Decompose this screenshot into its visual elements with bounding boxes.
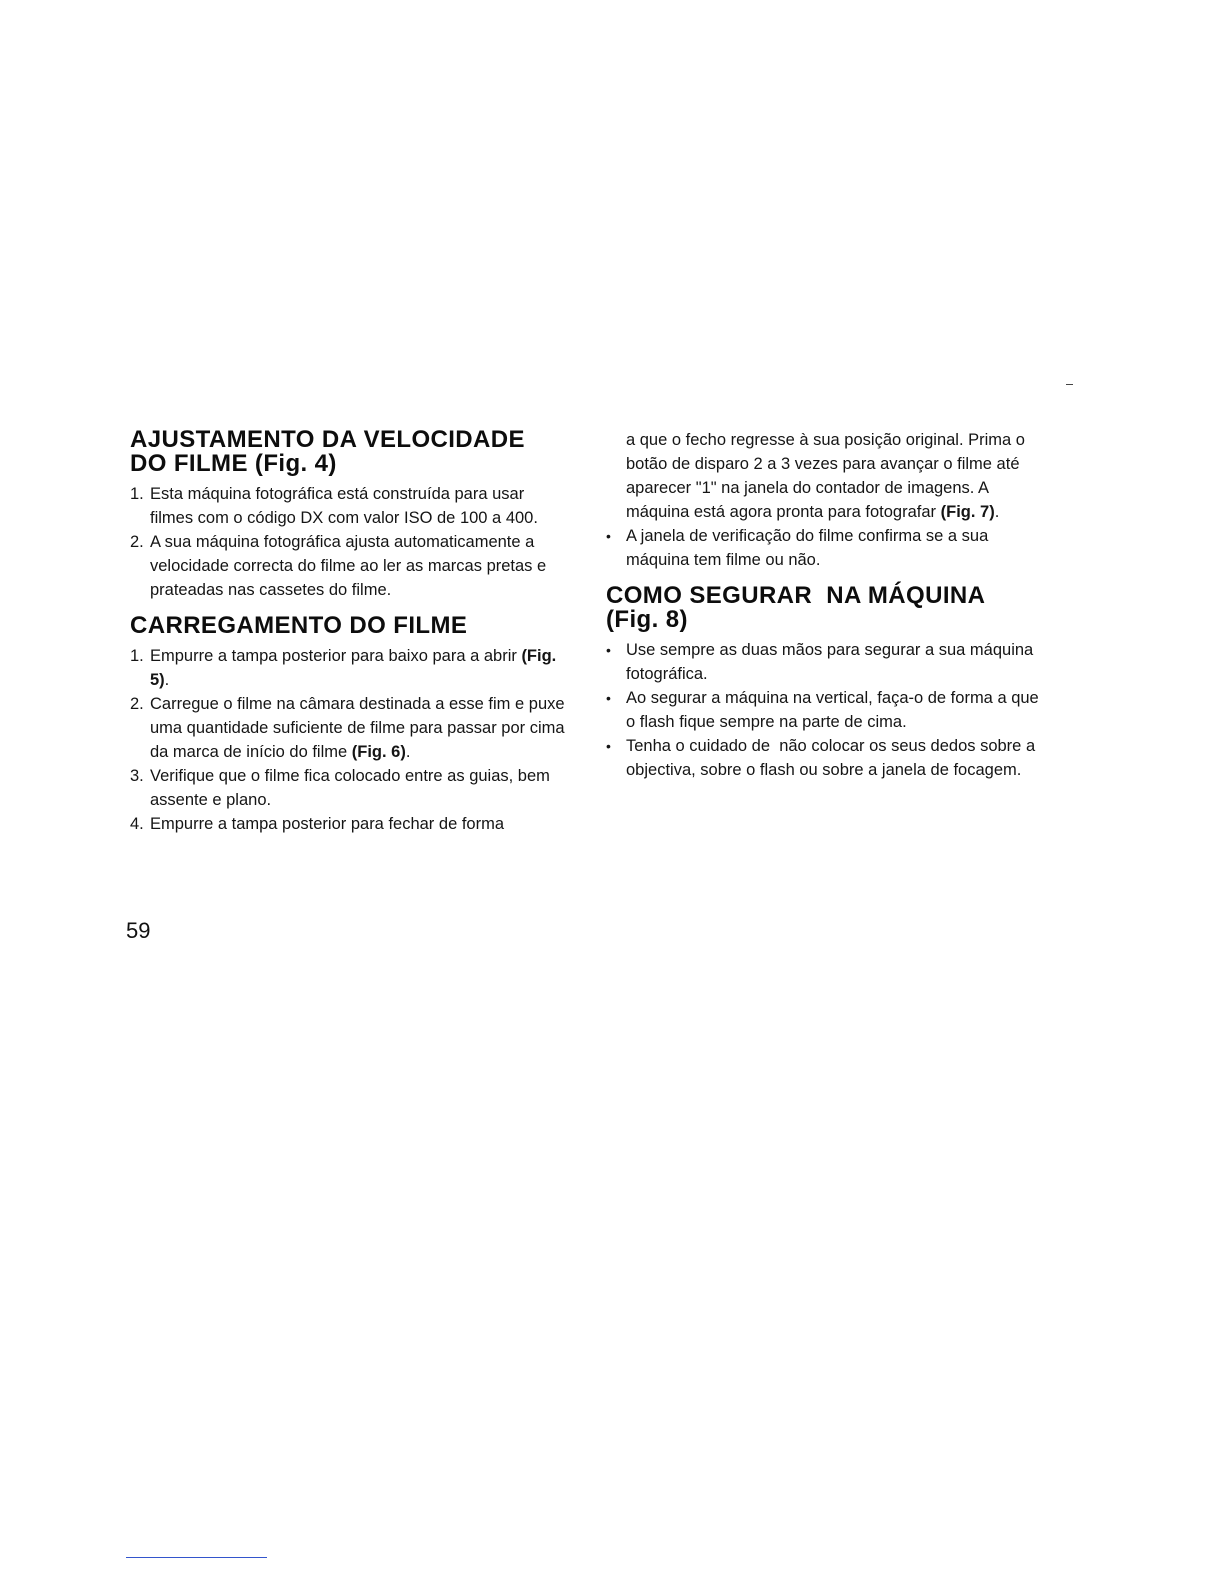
bullet-marker: • bbox=[606, 738, 611, 754]
continued-text-end: . bbox=[994, 503, 1000, 521]
list-number: 4. bbox=[130, 815, 144, 833]
section-title-holding-camera bbox=[606, 584, 1046, 632]
list-number: 1. bbox=[130, 647, 144, 665]
holding-camera-list bbox=[606, 638, 1046, 782]
section-title-line-1: AJUSTAMENTO DA VELOCIDADE bbox=[130, 426, 525, 453]
list-item-text: Use sempre as duas mãos para segurar a sua máquina fotográfica. bbox=[626, 641, 1034, 683]
margin-dash-mark bbox=[1066, 384, 1073, 385]
left-column bbox=[130, 428, 570, 836]
continued-text: a que o fecho regresse à sua posição original. Prima o botão de disparo 2 a 3 vezes para avançar o filme até aparecer "1" na janela do contador de imagens. A máquina está agora pronta para fotografar bbox=[626, 431, 1025, 521]
film-speed-list bbox=[130, 482, 570, 602]
list-item-text: A janela de verificação do filme confirma se a sua máquina tem filme ou não. bbox=[626, 527, 989, 569]
list-item-text-end: . bbox=[405, 743, 411, 761]
list-number: 1. bbox=[130, 485, 144, 503]
section-title-loading-film: CARREGAMENTO DO FILME bbox=[130, 612, 468, 639]
list-number: 2. bbox=[130, 533, 144, 551]
list-item-text: Empurre a tampa posterior para baixo para a abrir bbox=[150, 647, 522, 665]
continued-paragraph bbox=[606, 428, 1046, 524]
list-item bbox=[130, 482, 570, 530]
bottom-rule-line bbox=[126, 1557, 267, 1558]
list-item bbox=[606, 524, 1046, 572]
figure-reference: (Fig. 5) bbox=[150, 647, 557, 689]
right-column bbox=[606, 428, 1046, 782]
section-title-line-2: (Fig. 8) bbox=[606, 606, 688, 633]
list-item-text: Esta máquina fotográfica está construída para usar filmes com o código DX com valor ISO de 100 a 400. bbox=[150, 485, 538, 527]
figure-reference: (Fig. 6) bbox=[351, 743, 406, 761]
list-item bbox=[130, 530, 570, 602]
list-item-text: Ao segurar a máquina na vertical, faça-o de forma a que o flash fique sempre na parte de cima. bbox=[626, 689, 1039, 731]
bullet-marker: • bbox=[606, 690, 611, 706]
page-number: 59 bbox=[126, 918, 151, 943]
list-number: 2. bbox=[130, 695, 144, 713]
list-item-text-end: . bbox=[164, 671, 170, 689]
list-item-text: A sua máquina fotográfica ajusta automaticamente a velocidade correcta do filme ao ler as marcas pretas e prateadas nas cassetes do filme. bbox=[150, 533, 547, 599]
section-title-line-2: DO FILME (Fig. 4) bbox=[130, 450, 337, 477]
list-item-text: Empurre a tampa posterior para fechar de forma bbox=[150, 815, 505, 833]
bullet-marker: • bbox=[606, 528, 611, 544]
list-number: 3. bbox=[130, 767, 144, 785]
list-item-text: Carregue o filme na câmara destinada a esse fim e puxe uma quantidade suficiente de filme para passar por cima da marca de início do filme bbox=[150, 695, 565, 761]
figure-reference: (Fig. 7) bbox=[940, 503, 995, 521]
list-item bbox=[130, 812, 570, 836]
list-item bbox=[130, 644, 570, 692]
list-item bbox=[606, 734, 1046, 782]
list-item bbox=[130, 764, 570, 812]
loading-film-list bbox=[130, 644, 570, 836]
section-title-line-1: COMO SEGURAR NA MÁQUINA bbox=[606, 582, 986, 609]
list-item bbox=[130, 692, 570, 764]
section-title-film-speed bbox=[130, 428, 570, 476]
list-item-text: Tenha o cuidado de não colocar os seus dedos sobre a objectiva, sobre o flash ou sobre a janela de focagem. bbox=[626, 737, 1040, 779]
list-item bbox=[606, 638, 1046, 686]
list-item bbox=[606, 686, 1046, 734]
film-check-list bbox=[606, 524, 1046, 572]
list-item-text: Verifique que o filme fica colocado entre as guias, bem assente e plano. bbox=[150, 767, 550, 809]
bullet-marker: • bbox=[606, 642, 611, 658]
